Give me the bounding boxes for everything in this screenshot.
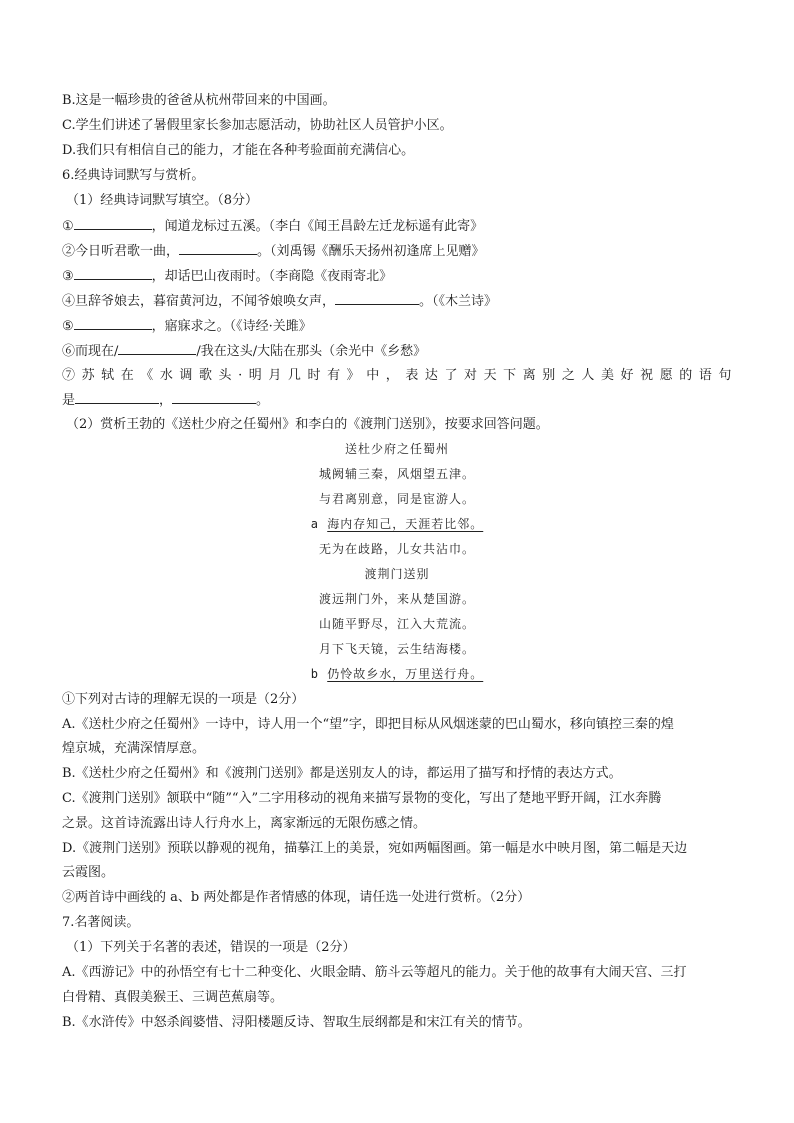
q7-part1-heading: （1）下列关于名著的表述，错误的一项是（2分） — [66, 940, 356, 955]
underline-label-b: b — [310, 667, 319, 681]
poem1-line: 与君离别意，同是宦游人。 — [318, 492, 475, 506]
q6-item-3 — [62, 266, 732, 286]
q6-sub1-option-a-line2: 煌京城，充满深情厚意。 — [62, 741, 206, 756]
underlined-line-b: 仍怜故乡水，万里送行舟。 — [327, 667, 484, 681]
poem1-title: 送杜少府之任蜀州 — [344, 442, 449, 456]
item-number: ⑤ — [62, 319, 74, 334]
q7-option-a-line2: 白骨精、真假美猴王、三调芭蕉扇等。 — [62, 990, 284, 1005]
item-text: 。（《木兰诗》 — [419, 294, 498, 309]
poem2-line-b — [0, 666, 794, 682]
poem1-line: 无为在歧路，儿女共沾巾。 — [318, 542, 475, 556]
item-text: ④旦辞爷娘去，暮宿黄河边，不闻爷娘唤女声， — [62, 294, 336, 309]
poem1-line: 城阙辅三秦，风烟望五津。 — [318, 467, 475, 481]
q6-sub1-option-a-line1: A.《送杜少府之任蜀州》一诗中，诗人用一个“望”字，即把目标从风烟迷蒙的巴山蜀水，移向镇控三秦的煌 — [62, 717, 674, 732]
option-b-prev: B.这是一幅珍贵的爸爸从杭州带回来的中国画。 — [62, 93, 336, 108]
option-c-prev: C.学生们讲述了暑假里家长参加志愿活动，协助社区人员管护小区。 — [62, 118, 453, 133]
q6-item-7-line1: ⑦苏轼在《水调歌头·明月几时有》中，表达了对天下离别之人美好祝愿的语句 — [62, 368, 732, 383]
item-text: 是 — [62, 393, 76, 408]
item-number: ① — [62, 219, 74, 234]
q7-title: 7.名著阅读。 — [62, 915, 140, 930]
answer-blank[interactable] — [74, 316, 152, 330]
q6-part2-heading: （2）赏析王勃的《送杜少府之任蜀州》和李白的《渡荆门送别》，按要求回答问题。 — [66, 417, 549, 432]
item-text: /我在这头/大陆在那头（余光中《乡愁》 — [196, 344, 427, 359]
q7-option-a-line1: A.《西游记》中的孙悟空有七十二种变化、火眼金睛、筋斗云等超凡的能力。关于他的故事有大闹天宫、三打 — [62, 965, 687, 980]
item-text: ，闻道龙标过五溪。（李白《闻王昌龄左迁龙标遥有此寄》 — [151, 219, 484, 234]
answer-blank[interactable] — [118, 341, 196, 355]
answer-blank[interactable] — [74, 216, 152, 230]
answer-blank[interactable] — [74, 266, 152, 280]
q6-item-7-line2 — [62, 390, 732, 410]
q6-title: 6.经典诗词默写与赏析。 — [62, 168, 205, 183]
item-number: ③ — [62, 269, 74, 284]
item-text: ，寤寐求之。（《诗经·关雎》 — [151, 319, 312, 334]
item-text: ②今日听君歌一曲， — [62, 244, 180, 259]
q6-item-1 — [62, 216, 732, 236]
poem2-line: 渡远荆门外，来从楚国游。 — [318, 592, 475, 606]
answer-blank[interactable] — [172, 390, 256, 404]
q6-sub1-option-d-line2: 云霞图。 — [62, 865, 115, 880]
q6-item-4 — [62, 291, 732, 311]
q6-item-5 — [62, 316, 732, 336]
option-d-prev: D.我们只有相信自己的能力，才能在各种考验面前充满信心。 — [62, 143, 415, 158]
q7-option-b: B.《水浒传》中怒杀阎婆惜、浔阳楼题反诗、智取生辰纲都是和宋江有关的情节。 — [62, 1015, 531, 1030]
item-text: ， — [159, 393, 173, 408]
q6-sub1-option-c-line2: 之景。这首诗流露出诗人行舟水上，离家渐远的无限伤感之情。 — [62, 816, 427, 831]
poem2-line: 山随平野尽，江入大荒流。 — [318, 617, 475, 631]
q6-part1-heading: （1）经典诗词默写填空。（8分） — [66, 193, 259, 208]
poem2-line: 月下飞天镜，云生结海楼。 — [318, 642, 475, 656]
answer-blank[interactable] — [335, 291, 419, 305]
q6-sub1-option-b: B.《送杜少府之任蜀州》和《渡荆门送别》都是送别友人的诗，都运用了描写和抒情的表达方式。 — [62, 766, 622, 781]
underlined-line-a: 海内存知己，天涯若比邻。 — [327, 517, 484, 531]
q6-item-2 — [62, 241, 732, 261]
q6-sub1-option-c-line1: C.《渡荆门送别》颔联中“随”“入”二字用移动的视角来描写景物的变化，写出了楚地平野开阔，江水奔腾 — [62, 791, 662, 806]
answer-blank[interactable] — [75, 390, 159, 404]
answer-blank[interactable] — [179, 241, 257, 255]
q6-item-6 — [62, 341, 732, 361]
q6-sub1-option-d-line1: D.《渡荆门送别》预联以静观的视角，描摹江上的美景，宛如两幅图画。第一幅是水中映月图，第二幅是天边 — [62, 841, 688, 856]
item-text: ，却话巴山夜雨时。（李商隐《夜雨寄北》 — [151, 269, 393, 284]
item-text: 。 — [256, 393, 270, 408]
q6-sub2-question: ②两首诗中画线的 a、b 两处都是作者情感的体现，请任选一处进行赏析。（2分） — [62, 890, 531, 905]
item-text: ⑥而现在/ — [62, 344, 119, 359]
underline-label-a: a — [310, 517, 319, 531]
poem1-line-a — [0, 516, 794, 532]
poem2-title: 渡荆门送别 — [364, 567, 430, 581]
q6-sub1-question: ①下列对古诗的理解无误的一项是（2分） — [62, 692, 305, 707]
item-text: 。（刘禹锡《酬乐天扬州初逢席上见赠》 — [257, 244, 485, 259]
